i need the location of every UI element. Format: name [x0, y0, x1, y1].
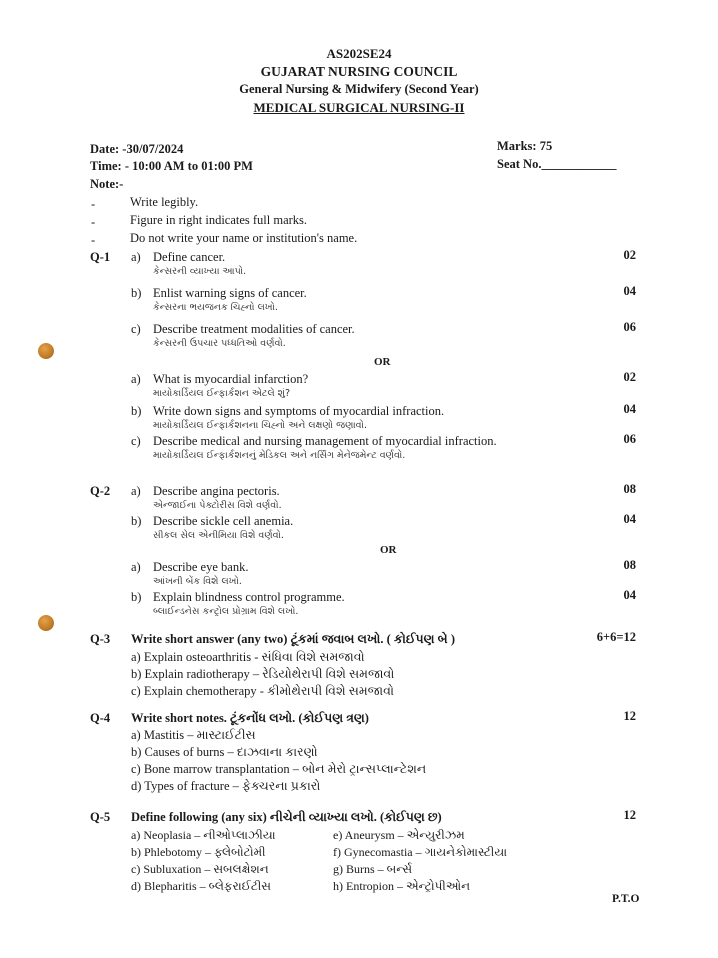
definition-item: f) Gynecomastia – ગાયનેકોમાસ્ટીયા [333, 845, 508, 859]
question-marks: 6+6=12 [596, 630, 636, 644]
question-number: Q-2 [90, 484, 111, 498]
item-letter: b) [131, 514, 142, 528]
definition-item: b) Phlebotomy – ફ્લેબોટોમી [131, 845, 266, 859]
item-marks: 04 [623, 588, 636, 602]
item-text-gujarati: માયોકાર્ડિયલ ઈન્ફાર્કશનના ચિહ્નો અને લક્ષણો જણાવો. [153, 420, 367, 431]
item-text: Describe medical and nursing management of myocardial infraction. [153, 434, 497, 448]
short-note-item: c) Bone marrow transplantation – બોન મેરો ટ્રાન્સપ્લાન્ટેશન [131, 762, 427, 776]
exam-date: Date: -30/07/2024 [90, 142, 184, 156]
item-text-gujarati: માયોકાર્ડિયલ ઈન્ફાર્કશન એટલે શું? [153, 388, 291, 399]
item-marks: 02 [623, 248, 636, 262]
item-text: Define cancer. [153, 250, 226, 264]
definition-item: c) Subluxation – સબલક્ષેશન [131, 862, 269, 876]
item-text: Write down signs and symptoms of myocardial infraction. [153, 404, 445, 418]
definition-item: g) Burns – બર્ન્સ [333, 862, 413, 876]
item-text: Describe angina pectoris. [153, 484, 280, 498]
definition-item: e) Aneurysm – એન્યુરીઝમ [333, 828, 465, 842]
item-marks: 04 [623, 284, 636, 298]
item-text-gujarati: માયોકાર્ડિયલ ઈન્ફાર્કશનનું મેડિકલ અને નર્સિંગ મેનેજમેન્ટ વર્ણવો. [153, 450, 406, 461]
item-letter: b) [131, 404, 142, 418]
note-item: Do not write your name or institution's name. [130, 231, 358, 245]
item-text: Enlist warning signs of cancer. [153, 286, 307, 300]
item-text-gujarati: એન્જાઈના પેક્ટોરીસ વિશે વર્ણવો. [153, 500, 282, 511]
item-letter: a) [131, 372, 141, 386]
item-text: What is myocardial infarction? [153, 372, 309, 386]
question-marks: 12 [623, 808, 636, 822]
item-letter: b) [131, 590, 142, 604]
item-marks: 08 [623, 482, 636, 496]
definition-item: h) Entropion – એન્ટ્રોપીઓન [333, 879, 471, 893]
item-text-gujarati: બ્લાઈન્ડનેસ કન્ટ્રોલ પ્રોગ્રામ વિશે લખો. [153, 606, 299, 617]
item-marks: 04 [623, 512, 636, 526]
short-note-item: b) Causes of burns – દાઝવાના કારણો [131, 745, 318, 759]
paper-code: AS202SE24 [326, 46, 392, 61]
question-marks: 12 [623, 709, 636, 723]
question-number: Q-4 [90, 711, 111, 725]
seat-number: Seat No.____________ [497, 157, 617, 171]
item-marks: 04 [623, 402, 636, 416]
punch-hole-bottom [38, 615, 54, 631]
item-text-gujarati: કેન્સરના ભયજનક ચિહ્નો લખો. [153, 302, 278, 313]
item-text: Describe eye bank. [153, 560, 249, 574]
item-letter: c) [131, 322, 141, 336]
council-name: GUJARAT NURSING COUNCIL [260, 64, 458, 79]
punch-hole-top [38, 343, 54, 359]
item-letter: a) [131, 250, 141, 264]
note-bullet: - [91, 233, 96, 247]
page-turn-over: P.T.O [612, 893, 640, 905]
or-divider: OR [380, 544, 397, 556]
item-text-gujarati: કેન્સરની વ્યાખ્યા આપો. [153, 266, 247, 277]
short-answer-item: a) Explain osteoarthritis - સંધિવા વિશે સમજાવો [131, 650, 365, 664]
question-number: Q-3 [90, 632, 111, 646]
question-number: Q-5 [90, 810, 111, 824]
question-title: Define following (any six) નીચેની વ્યાખ્યા લખો. (કોઈપણ છ) [131, 810, 442, 824]
question-title: Write short answer (any two) ટૂંકમાં જવાબ લખો. ( કોઈપણ બે ) [131, 632, 455, 646]
short-answer-item: b) Explain radiotherapy – રેડિયોથેરાપી વિશે સમજાવો [131, 667, 395, 681]
subject-title: MEDICAL SURGICAL NURSING-II [253, 100, 465, 115]
item-text-gujarati: કેન્સરની ઉપચાર પધ્ધતિઓ વર્ણવો. [153, 338, 286, 349]
item-letter: b) [131, 286, 142, 300]
note-bullet: - [91, 215, 96, 229]
item-marks: 02 [623, 370, 636, 384]
item-text-gujarati: આંખની બેંક વિશે લખો. [153, 576, 242, 587]
item-text: Describe sickle cell anemia. [153, 514, 294, 528]
short-note-item: a) Mastitis – માસ્ટાઈટીસ [131, 728, 256, 742]
item-marks: 06 [623, 432, 636, 446]
definition-item: d) Blepharitis – બ્લેફરાઈટીસ [131, 879, 272, 893]
short-note-item: d) Types of fracture – ફેક્ચરના પ્રકારો [131, 779, 321, 793]
total-marks: Marks: 75 [497, 139, 553, 153]
course-name: General Nursing & Midwifery (Second Year) [239, 82, 479, 96]
question-title: Write short notes. ટૂંકનોંધ લખો. (કોઈપણ ત્રણ) [131, 711, 369, 725]
note-label: Note:- [90, 177, 124, 191]
item-letter: a) [131, 560, 141, 574]
question-number: Q-1 [90, 250, 111, 264]
note-bullet: - [91, 197, 96, 211]
note-item: Figure in right indicates full marks. [130, 213, 308, 227]
item-marks: 08 [623, 558, 636, 572]
item-letter: c) [131, 434, 141, 448]
item-text: Explain blindness control programme. [153, 590, 345, 604]
item-text-gujarati: સીકલ સેલ એનીમિયા વિશે વર્ણવો. [153, 530, 284, 541]
definition-item: a) Neoplasia – નીઓપ્લાઝીયા [131, 828, 276, 842]
exam-time: Time: - 10:00 AM to 01:00 PM [90, 159, 253, 173]
item-text: Describe treatment modalities of cancer. [153, 322, 355, 336]
note-item: Write legibly. [130, 195, 199, 209]
item-letter: a) [131, 484, 141, 498]
short-answer-item: c) Explain chemotherapy - કીમોથેરાપી વિશે સમજાવો [131, 684, 395, 698]
item-marks: 06 [623, 320, 636, 334]
or-divider: OR [374, 356, 391, 368]
